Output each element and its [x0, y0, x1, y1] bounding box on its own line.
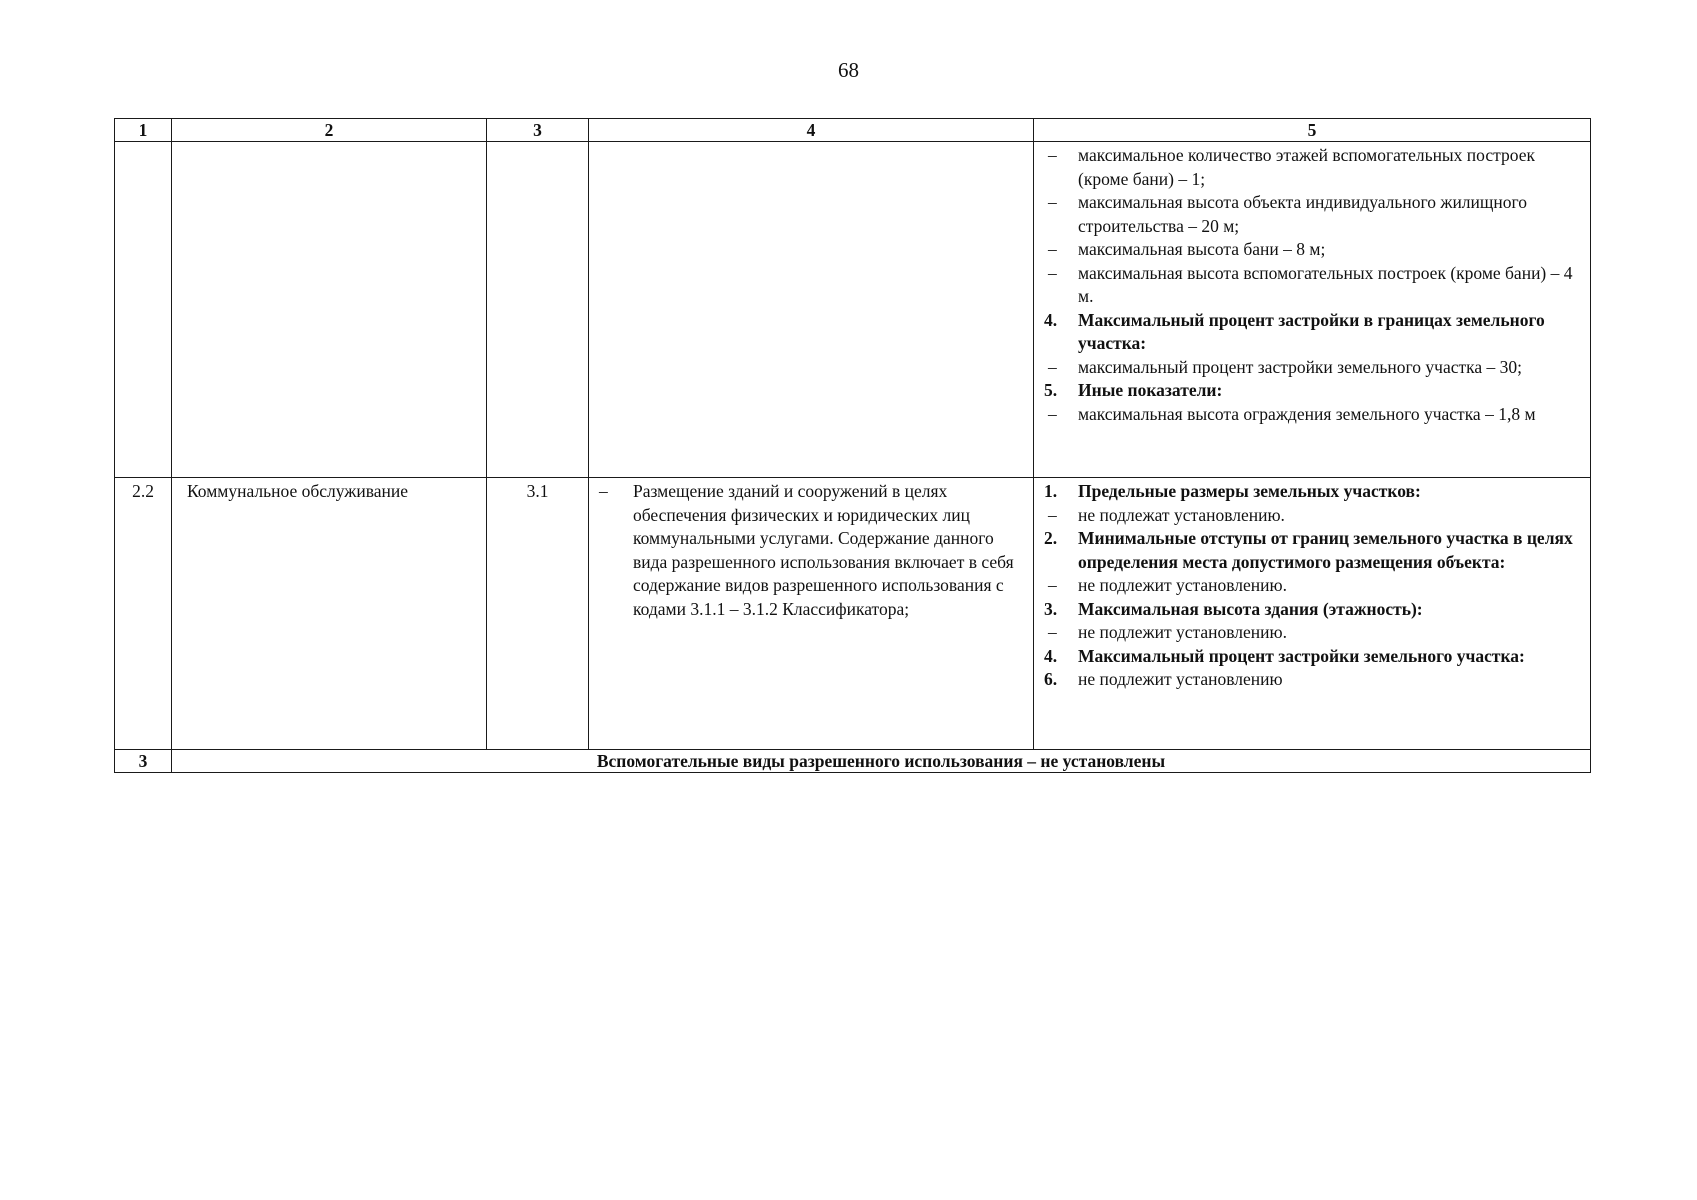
parameter-item — [1044, 598, 1580, 622]
auxiliary-uses-note: Вспомогательные виды разрешенного использования – не установлены — [172, 750, 1591, 773]
table-row-2-2 — [115, 478, 1591, 750]
column-header-2: 2 — [172, 119, 487, 142]
item-number: 1. — [1044, 481, 1058, 501]
dash-marker: – — [1048, 356, 1057, 377]
item-number: 2. — [1044, 528, 1058, 548]
parameter-item — [1044, 309, 1580, 356]
parameter-item — [1044, 480, 1580, 504]
parameter-text: не подлежит установлению. — [1078, 575, 1287, 595]
parameter-item — [1044, 191, 1580, 238]
continued-parameters-cell — [1034, 142, 1591, 478]
row-use-description — [589, 478, 1034, 750]
dash-marker: – — [1048, 262, 1057, 283]
row-number: 2.2 — [115, 478, 172, 750]
continued-code-cell — [487, 142, 589, 478]
parameter-item — [1044, 574, 1580, 598]
parameter-item — [1044, 504, 1580, 528]
dash-marker: – — [1048, 504, 1057, 525]
parameter-text: максимальная высота ограждения земельного участка – 1,8 м — [1078, 403, 1536, 424]
table-row-3 — [115, 750, 1591, 773]
table-header-row — [115, 119, 1591, 142]
continued-number-cell — [115, 142, 172, 478]
row-parameters-cell — [1034, 478, 1591, 750]
continued-name-cell — [172, 142, 487, 478]
parameter-item — [1044, 262, 1580, 309]
parameter-item — [1044, 403, 1580, 427]
parameter-text: максимальная высота вспомогательных построек (кроме бани) – 4 м. — [1078, 262, 1573, 306]
item-number: 3. — [1044, 598, 1058, 619]
dash-marker: – — [1048, 192, 1057, 212]
parameter-item — [1044, 645, 1580, 669]
parameter-item — [1044, 621, 1580, 645]
parameter-text: Предельные размеры земельных участков: — [1078, 481, 1421, 501]
parameter-text: максимальная высота бани – 8 м; — [1078, 239, 1326, 259]
parameter-text: Максимальная высота здания (этажность): — [1078, 598, 1423, 619]
item-number: 6. — [1044, 669, 1058, 689]
parameter-text: максимальный процент застройки земельного участка – 30; — [1078, 356, 1522, 377]
description-item — [595, 480, 1025, 621]
dash-marker: – — [599, 481, 608, 501]
parameter-text: максимальное количество этажей вспомогательных построек (кроме бани) – 1; — [1078, 145, 1535, 189]
column-header-4: 4 — [589, 119, 1034, 142]
table-row-continued — [115, 142, 1591, 478]
parameter-text: Минимальные отступы от границ земельного участка в целях определения места допустимого размещения объекта: — [1078, 528, 1573, 572]
parameter-item — [1044, 379, 1580, 403]
parameter-item — [1044, 356, 1580, 380]
dash-marker: – — [1048, 622, 1057, 642]
dash-marker: – — [1048, 239, 1057, 259]
item-number: 5. — [1044, 380, 1058, 400]
dash-marker: – — [1048, 145, 1057, 165]
dash-marker: – — [1048, 575, 1057, 595]
parameter-item — [1044, 527, 1580, 574]
parameter-text: не подлежит установлению — [1078, 669, 1283, 689]
row-3-number: 3 — [115, 750, 172, 773]
continued-description-cell — [589, 142, 1034, 478]
item-number: 4. — [1044, 645, 1058, 666]
permitted-use-table — [114, 118, 1591, 773]
parameter-text: не подлежат установлению. — [1078, 504, 1285, 525]
parameter-text: максимальная высота объекта индивидуального жилищного строительства – 20 м; — [1078, 192, 1527, 236]
parameter-text: не подлежит установлению. — [1078, 622, 1287, 642]
parameter-text: Максимальный процент застройки в границах земельного участка: — [1078, 309, 1545, 353]
row-use-name: Коммунальное обслуживание — [172, 478, 487, 750]
parameter-item — [1044, 144, 1580, 191]
item-number: 4. — [1044, 309, 1058, 330]
column-header-1: 1 — [115, 119, 172, 142]
page-number: 68 — [838, 58, 859, 82]
parameter-item — [1044, 238, 1580, 262]
description-text: Размещение зданий и сооружений в целях обеспечения физических и юридических лиц коммунальными услугами. Содержание данного вида разрешенного использования включает в себя содержание видов разрешенного использования с кодами 3.1.1 – 3.1.2 Классификатора; — [633, 481, 1014, 619]
parameter-item — [1044, 668, 1580, 692]
parameter-text: Максимальный процент застройки земельного участка: — [1078, 645, 1525, 666]
row-use-code: 3.1 — [487, 478, 589, 750]
dash-marker: – — [1048, 403, 1057, 424]
column-header-3: 3 — [487, 119, 589, 142]
column-header-5: 5 — [1034, 119, 1591, 142]
parameter-text: Иные показатели: — [1078, 380, 1223, 400]
